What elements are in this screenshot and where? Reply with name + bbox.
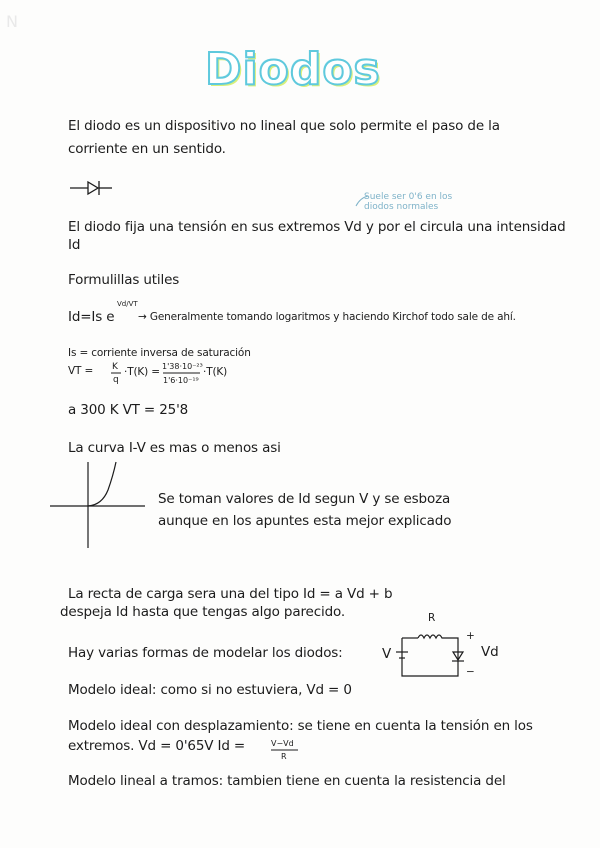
modelo-desplazamiento-2: extremos. Vd = 0'65V Id = xyxy=(68,738,246,754)
circuit-plus: + xyxy=(466,630,475,642)
vd-note: Suele ser 0'6 en los diodos normales xyxy=(364,192,453,212)
modelo-tramos: Modelo lineal a tramos: tambien tiene en cuenta la resistencia del xyxy=(68,773,506,789)
modelo-ideal: Modelo ideal: como si no estuviera, Vd = 0 xyxy=(68,682,352,698)
vt-tk: ·T(K) = xyxy=(124,366,160,378)
iv-curve-graph xyxy=(50,462,145,548)
vt-k: K xyxy=(112,362,118,372)
vt-denominator: 1'6·10⁻¹⁹ xyxy=(163,376,199,385)
vt-tk-2: ·T(K) xyxy=(203,366,228,378)
diode-symbol-icon xyxy=(70,181,112,195)
vt-eq-left: VT = xyxy=(68,365,94,377)
formulillas-heading: Formulillas utiles xyxy=(68,272,180,288)
eq-id-right: → Generalmente tomando logaritmos y haciendo Kirchof todo sale de ahí. xyxy=(138,311,516,323)
vt-numerator: 1'38·10⁻²³ xyxy=(162,362,203,371)
desplaz-numerator: V−Vd xyxy=(271,739,294,748)
curva-desc-2: aunque en los apuntes esta mejor explicado xyxy=(158,513,452,529)
desplaz-denominator: R xyxy=(281,752,287,761)
fija-line-1: El diodo fija una tensión en sus extremos Vd y por el circula una intensidad xyxy=(68,219,566,235)
fija-line-2: Id xyxy=(68,237,81,253)
circuit-v-label: V xyxy=(382,646,392,662)
circuit-r-label: R xyxy=(428,612,436,624)
recta-line-2: despeja Id hasta que tengas algo parecido. xyxy=(60,604,346,620)
intro-line-1: El diodo es un dispositivo no lineal que solo permite el paso de la xyxy=(68,118,500,134)
formas-line: Hay varias formas de modelar los diodos: xyxy=(68,645,343,661)
vt-300k: a 300 K VT = 25'8 xyxy=(68,402,189,418)
eq-id-left: Id=Is e xyxy=(68,309,115,325)
modelo-desplazamiento-1: Modelo ideal con desplazamiento: se tiene en cuenta la tensión en los xyxy=(68,718,533,734)
intro-line-2: corriente en un sentido. xyxy=(68,141,226,157)
circuit-diagram xyxy=(396,635,464,676)
circuit-vd-label: Vd xyxy=(481,644,499,660)
circuit-minus: − xyxy=(466,666,475,678)
curva-desc-1: Se toman valores de Id segun V y se esboza xyxy=(158,491,451,507)
recta-line-1: La recta de carga sera una del tipo Id = a Vd + b xyxy=(68,586,393,602)
is-definition: Is = corriente inversa de saturación xyxy=(68,347,251,359)
watermark: N xyxy=(6,12,18,31)
curva-heading: La curva I-V es mas o menos asi xyxy=(68,440,281,456)
page-title: Diodos xyxy=(205,44,381,95)
eq-id-exponent: Vd/VT xyxy=(117,300,138,308)
vt-q: q xyxy=(113,375,119,385)
